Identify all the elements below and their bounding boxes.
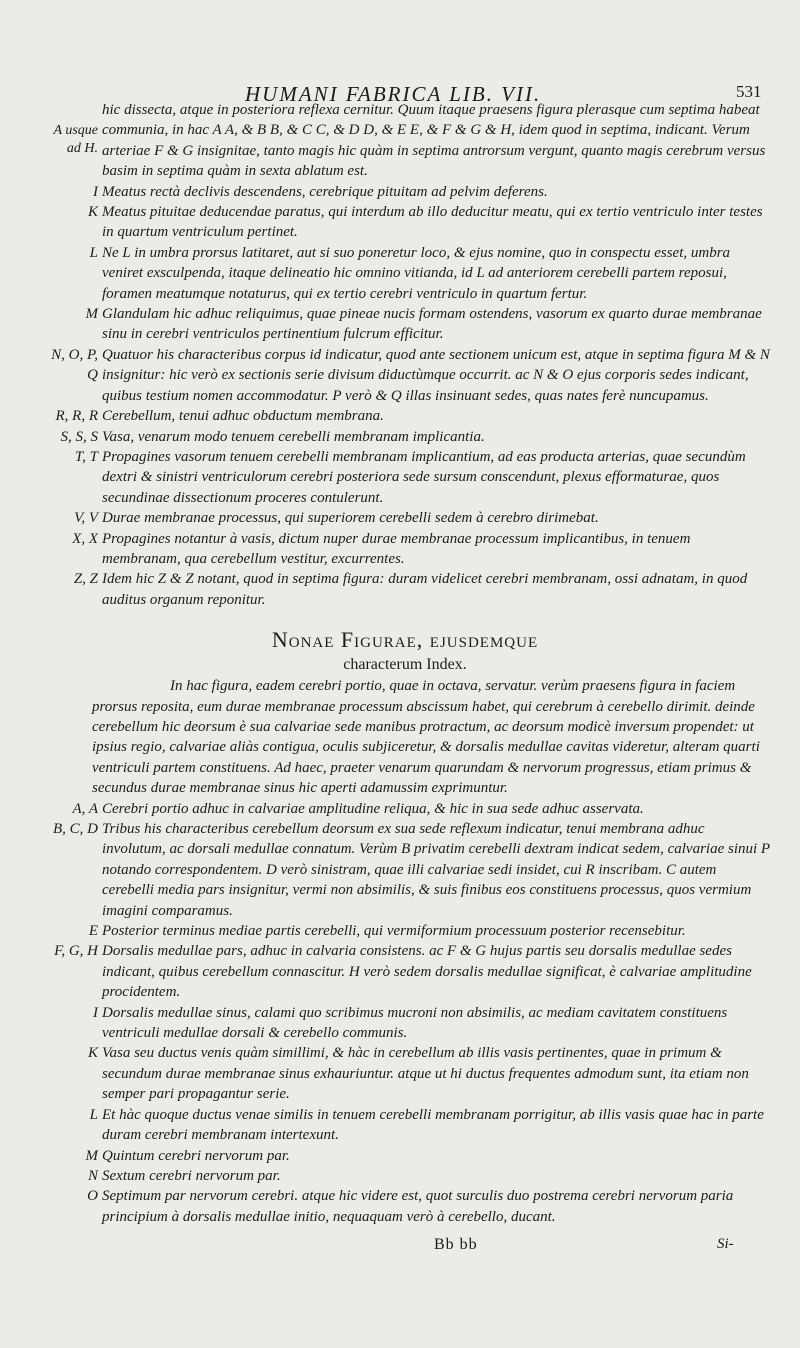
legend-entry bbox=[40, 508, 770, 528]
section-subheading: characterum Index. bbox=[343, 656, 467, 674]
entry-text: Quatuor his characteribus corpus id indicatur, quod ante sectionem unicum est, atque in septima figura M & N insignitur: hic verò ex sectionis serie divisum diductùmque occurrit. ac N & O ejus corporis sedes indicant, quibus testium nomen accommodatur. P verò & Q illas insinuant sedes, quas nates ferè nuncupamus. bbox=[102, 346, 770, 404]
entry-text: Posterior terminus mediae partis cerebelli, qui vermiformium processuum posterior recensebitur. bbox=[102, 923, 686, 940]
legend-entry bbox=[40, 100, 770, 182]
entry-text: Vasa, venarum modo tenuem cerebelli membranam implicantia. bbox=[102, 428, 485, 445]
entry-key: K bbox=[87, 1045, 98, 1062]
entry-key: R, R, R bbox=[55, 408, 98, 425]
legend-entry bbox=[40, 799, 770, 819]
legend-entry bbox=[40, 427, 770, 447]
legend-entry bbox=[40, 202, 770, 243]
entry-text: Et hàc quoque ductus venae similis in tenuem cerebelli membranam porrigitur, ab illis vasis quae hac in parte duram cerebri membranam intertexunt. bbox=[102, 1106, 764, 1144]
entry-text: Dorsalis medullae sinus, calami quo scribimus mucroni non absimilis, ac mediam cavitatem constituens ventriculi medullae dorsali & cerebello communis. bbox=[102, 1004, 728, 1042]
entry-text: hic dissecta, atque in posteriora reflexa cernitur. Quum itaque praesens figura plerasque cum septima habeat communia, in hac A A, & B B, & C C, & D D, & E E, & F & G & H, idem quod in septima, indicant. Verum arteriae F & G insignitae, tanto magis hic quàm in septima antrorsum vergunt, quanto magis cerebrum versus basim in septima quàm in sexta ablatum est. bbox=[102, 102, 766, 180]
entry-key: V, V bbox=[74, 510, 98, 527]
legend-entry bbox=[40, 941, 770, 1002]
entry-key: M bbox=[85, 306, 98, 323]
entry-key: B, C, D bbox=[53, 821, 98, 837]
legend-entry bbox=[40, 345, 770, 406]
entry-key: I bbox=[93, 1004, 98, 1021]
entry-text: Meatus rectà declivis descendens, cerebrique pituitam ad pelvim deferens. bbox=[102, 183, 548, 200]
legend-entry bbox=[40, 243, 770, 304]
entry-key: O bbox=[87, 1188, 98, 1205]
entry-key: S, S, S bbox=[60, 428, 98, 445]
legend-entry bbox=[40, 1186, 770, 1227]
entry-key: N, O, P, Q bbox=[51, 346, 98, 384]
legend-entry bbox=[40, 1105, 770, 1146]
entry-text: Sextum cerebri nervorum par. bbox=[102, 1167, 281, 1184]
entry-text: Quintum cerebri nervorum par. bbox=[102, 1147, 290, 1164]
entry-key: I bbox=[93, 183, 98, 200]
entry-text: Cerebri portio adhuc in calvariae amplitudine reliqua, & hic in sua sede adhuc asservata. bbox=[102, 800, 644, 817]
entry-text: Idem hic Z & Z notant, quod in septima figura: duram videlicet cerebri membranam, ossi adnatam, in quod auditus organum reponitur. bbox=[102, 571, 748, 608]
entry-key: Z, Z bbox=[73, 571, 98, 588]
entry-text: Propagines notantur à vasis, dictum nuper durae membranae processum implicantibus, in tenuem membranam, qua cerebellum vestitur, excurrentes. bbox=[102, 530, 691, 567]
legend-entry bbox=[40, 1146, 770, 1166]
entry-key: M bbox=[85, 1147, 98, 1164]
legend-entry bbox=[40, 447, 770, 508]
legend-entry bbox=[40, 182, 770, 202]
entry-key: E bbox=[88, 923, 98, 940]
entry-key: L bbox=[89, 244, 98, 261]
legend-entry bbox=[40, 819, 770, 921]
signature-mark: Bb bb bbox=[434, 1236, 478, 1253]
entry-key: K bbox=[87, 204, 98, 221]
entry-text: Tribus his characteribus cerebellum deorsum ex sua sede reflexum indicatur, tenui membrana adhuc involutum, ac dorsali medullae connatum. Verùm B privatim cerebelli dextram indicat sedem, calvariae sinui P notando correspondentem. D verò sinistram, quae illi calvariae sedi insidet, cui R inscribam. C autem cerebelli media pars insignitur, vermi non absimilis, & suis finibus eos constituens processus, quos vermium imagini comparamus. bbox=[102, 821, 770, 919]
legend-entry bbox=[40, 1043, 770, 1104]
entry-text: Ne L in umbra prorsus latitaret, aut si suo poneretur loco, & ejus nomine, quo in conspectu esset, umbra veniret exsculpenda, itaque delineatio hic omnino vitianda, id L ad anteriorem cerebelli partem reposui, foramen meatumque notaturus, qui ex tertio cerebri ventriculo in quartum fertur. bbox=[102, 244, 731, 302]
intro-paragraph: In hac figura, eadem cerebri portio, quae in octava, servatur. verùm praesens figura in faciem prorsus reposita, eum durae membranae processum abscissum habet, qui cerebrum à cerebello dirimit. deinde cerebellum hic deorsum è sua calvariae sede manibus protractum, ac deorsum modicè inversum propendet: ut ipsius regio, calvariae aliàs contigua, oculis subjiceretur, & dorsalis medullae cavitas videretur, alteram quarti ventriculi partem constituens. Ad haec, praeter venarum quarundam & nervorum progressus, etiam primus & secundus durae membranae sinus hic aperti adamussim exprimuntur. bbox=[92, 678, 760, 797]
entry-text: Propagines vasorum tenuem cerebelli membranam implicantium, ad eas producta arterias, quae secundùm dextri & sinistri ventriculorum cerebri posteriora sede sursum conscendunt, plexus efformaturae, quos secundinae dissectionum proceres contulerunt. bbox=[102, 448, 746, 506]
legend-entry bbox=[40, 1003, 770, 1044]
page-number: 531 bbox=[736, 82, 762, 101]
catchword: Si- bbox=[717, 1236, 734, 1252]
entry-key: X, X bbox=[72, 530, 98, 547]
entry-key: A usque ad H. bbox=[53, 122, 98, 156]
entry-key: T, T bbox=[74, 448, 98, 465]
legend-entry bbox=[40, 569, 770, 610]
entry-key: N bbox=[87, 1167, 98, 1184]
entry-key: F, G, H bbox=[54, 943, 98, 960]
entry-text: Durae membranae processus, qui superiorem cerebelli sedem à cerebro dirimebat. bbox=[102, 510, 599, 527]
entry-text: Cerebellum, tenui adhuc obductum membrana. bbox=[102, 408, 384, 425]
section-heading: Nonae Figurae, ejusdemque bbox=[271, 627, 539, 653]
entry-key: A, A bbox=[72, 800, 98, 817]
entry-text: Vasa seu ductus venis quàm simillimi, & hàc in cerebellum ab illis vasis pertinentes, quae in primum & secundum durae membranae sinus exhauriuntur. atque ut hi ductus frequentes admodum sunt, ita etiam non semper pari propagantur serie. bbox=[102, 1045, 749, 1103]
entry-key: L bbox=[89, 1106, 98, 1123]
entry-text: Meatus pituitae deducendae paratus, qui interdum ab illo deducitur meatu, qui ex tertio ventriculo inter testes in quartum ventriculum pertinet. bbox=[102, 204, 763, 241]
legend-entry bbox=[40, 304, 770, 345]
legend-entry bbox=[40, 529, 770, 570]
entry-text: Septimum par nervorum cerebri. atque hic videre est, quot surculis duo postrema cerebri nervorum paria principium à dorsalis medullae initio, nequaquam verò à cerebello, ducant. bbox=[102, 1188, 734, 1225]
running-title: HUMANI FABRICA LIB. VII. bbox=[245, 82, 542, 106]
legend-entry bbox=[40, 406, 770, 426]
legend-entry bbox=[40, 921, 770, 941]
entry-text: Glandulam hic adhuc reliquimus, quae pineae nucis formam ostendens, vasorum ex quarto durae membranae sinu in cerebri ventriculos pertinentium fulcrum efficitur. bbox=[102, 306, 762, 343]
legend-entry bbox=[40, 1166, 770, 1186]
page-body bbox=[40, 100, 770, 1227]
entry-text: Dorsalis medullae pars, adhuc in calvaria consistens. ac F & G hujus partis seu dorsalis medullae sedes indicant, quibus cerebellum connascitur. H verò sedem dorsalis medullae significat, è calvariae amplitudine procidentem. bbox=[102, 943, 752, 1001]
